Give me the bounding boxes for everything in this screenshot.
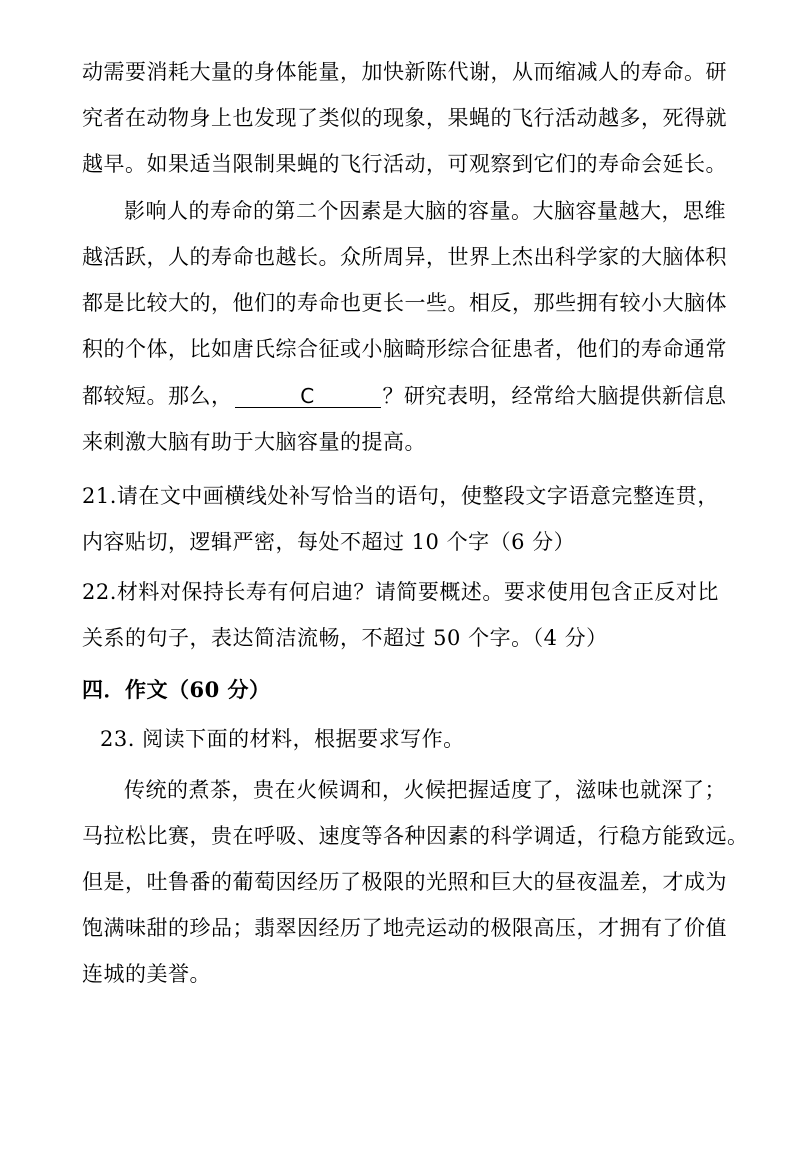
blank-suffix: ？研究表明，经常给大脑提供新信息: [382, 384, 727, 408]
question-21-line1: 21.请在文中画横线处补写恰当的语句，使整段文字语意完整连贯，: [82, 484, 719, 508]
section-heading: 四．作文（60 分）: [82, 677, 271, 702]
material-line: 但是，吐鲁番的葡萄因经历了极限的光照和巨大的昼夜温差，才成为: [82, 870, 727, 894]
passage-line: 影响人的寿命的第二个因素是大脑的容量。大脑容量越大，思维: [124, 199, 726, 223]
passage-line: 积的个体，比如唐氏综合征或小脑畸形综合征患者，他们的寿命通常: [82, 337, 727, 361]
passage-line: 来刺激大脑有助于大脑容量的提高。: [82, 430, 426, 454]
material-line: 连城的美誉。: [82, 962, 211, 986]
passage-line: 越早。如果适当限制果蝇的飞行活动，可观察到它们的寿命会延长。: [82, 152, 727, 176]
passage-line: 都是比较大的，他们的寿命也更长一些。相反，那些拥有较小大脑体: [82, 291, 727, 315]
question-23: 23. 阅读下面的材料，根据要求写作。: [100, 727, 465, 751]
blank-prefix: 都较短。那么，: [82, 384, 233, 408]
passage-line: 越活跃，人的寿命也越长。众所周异，世界上杰出科学家的大脑体积: [82, 245, 727, 269]
passage-line: 究者在动物身上也发现了类似的现象，果蝇的飞行活动越多，死得就: [82, 106, 727, 130]
question-22-line1: 22.材料对保持长寿有何启迪？请简要概述。要求使用包含正反对比: [82, 580, 719, 604]
fill-in-blank: C: [235, 385, 381, 408]
material-line: 马拉松比赛，贵在呼吸、速度等各种因素的科学调适，行稳方能致远。: [82, 824, 749, 848]
question-22-line2: 关系的句子，表达简洁流畅，不超过 50 个字。（4 分）: [82, 626, 608, 650]
material-line: 饱满味甜的珍品；翡翠因经历了地壳运动的极限高压，才拥有了价值: [82, 916, 727, 940]
passage-blank-line: [82, 382, 732, 410]
material-line: 传统的煮茶，贵在火候调和，火候把握适度了，滋味也就深了；: [124, 778, 726, 802]
question-21-line2: 内容贴切，逻辑严密，每处不超过 10 个字（6 分）: [82, 530, 576, 554]
passage-line: 动需要消耗大量的身体能量，加快新陈代谢，从而缩减人的寿命。研: [82, 60, 727, 84]
